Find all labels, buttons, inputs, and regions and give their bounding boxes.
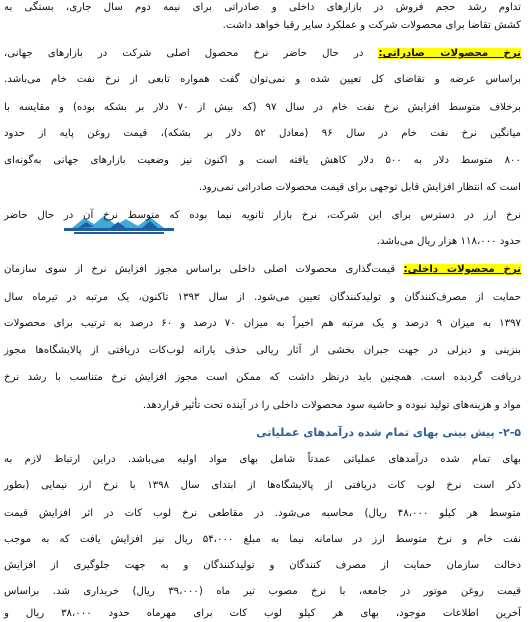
text-line: کشش تقاضا برای محصولات شرکت و عملکرد سایر رقبا خواهد داشت. bbox=[222, 20, 521, 31]
text-line: قیمت روغن موتور در جامعه، با نرخ مصوب تیر ماه (۳۹،۰۰۰ ریال) خریداری شد. براساس bbox=[4, 586, 521, 597]
text-line: ۸۰۰ متوسط دلار به ۵۰۰ دلار کاهش یافته است و اکنون نیز وضعیت بازارهای جهانی به‌گونه‌ای bbox=[4, 155, 521, 166]
text-run: قیمت‌گذاری محصولات اصلی داخلی براساس مجوز افزایش نرخ از سوی سازمان bbox=[4, 264, 396, 275]
text-line: مواد و هزینه‌های تولید نبوده و حاشیه سود محصولات داخلی را در آینده تحت تأثیر قراردهد. bbox=[142, 400, 521, 411]
text-line: حمایت از مصرف‌کنندگان و تولیدکنندگان تعیین می‌شود. از سال ۱۳۹۳ تاکنون، یک مرتبه در تیرماه سال bbox=[4, 292, 521, 303]
text-line: ۱۳۹۷ به میزان ۹ درصد و یک مرتبه هم اخیراً به میزان ۷۰ درصد و ۶۰ درصد به ترتیب برای محصولات bbox=[4, 318, 522, 329]
text-line: برخلاف متوسط افزایش نرخ نفت خام در سال ۹۷ (که بیش از ۷۰ دلار بر بشکه بوده) و مقایسه با bbox=[4, 102, 521, 113]
export-price-heading: نرخ محصولات صادراتی: bbox=[378, 48, 521, 59]
text-line: است که انتظار افزایش قابل توجهی برای قیمت محصولات صادراتی نمی‌رود. bbox=[198, 182, 521, 193]
text-line bbox=[4, 46, 521, 62]
text-line: نرخ ارز در دسترس برای این شرکت، نرخ بازار ثانویه نیما بوده که متوسط نرخ آن در حال حاضر bbox=[4, 210, 521, 221]
text-line: بنزینی و دیزلی در جهت جبران بخشی از آثار ریالی حذف یارانه لوب‌کات دریافتی از پالایشگاه‌ها مجوز bbox=[4, 345, 521, 356]
domestic-price-heading: نرخ محصولات داخلی: bbox=[403, 264, 521, 275]
text-line: حدود ۱۱۸،۰۰۰ هزار ریال می‌باشد. bbox=[376, 236, 521, 247]
section-heading: ۲-۵- پیش بینی بهای تمام شده درآمدهای عملیاتی bbox=[256, 426, 521, 439]
text-line: آخرین اطلاعات موجود، بهای هر کیلو لوب کات برای مهرماه حدود ۳۸،۰۰۰ ریال و bbox=[4, 608, 521, 619]
text-line: تداوم رشد حجم فروش در بازارهای داخلی و صادراتی برای نیمه دوم سال جاری، بستگی به bbox=[4, 2, 521, 13]
text-run: در حال حاضر نرخ محصول اصلی شرکت در بازارهای جهانی، bbox=[4, 48, 364, 59]
text-line bbox=[4, 262, 521, 278]
text-line: دریافت گردیده است. همچنین باید درنظر داشت که ممکن است مجوز افزایش نرخ متناسب با رشد نرخ bbox=[4, 372, 521, 383]
text-line: میانگین نرخ نفت خام در سال ۹۶ (معادل ۵۲ دلار بر بشکه)، قیمت روغن پایه از حدود bbox=[4, 128, 521, 139]
text-line: دخالت سازمان حمایت از مصرف کنندگان و تولیدکنندگان و به جهت جلوگیری از افزایش bbox=[4, 560, 521, 571]
text-line: ذکر است نرخ لوب کات دریافتی از پالایشگاه‌ها از ابتدای سال ۱۳۹۸ با نرخ ارز نیمایی (بطور bbox=[4, 480, 521, 491]
text-line: نفت خام و نرخ متوسط ارز در سامانه نیما به مبلغ ۵۴،۰۰۰ ریال نیز افزایش یافت که به موجب bbox=[4, 534, 521, 545]
text-line: بهای تمام شده درآمدهای عملیاتی عمدتاً شامل بهای مواد اولیه می‌باشد. دراین ارتباط لازم به bbox=[4, 454, 521, 465]
text-line: براساس عرضه و تقاضای کل تعیین شده و نمی‌توان گفت همواره تابعی از نرخ نفت خام می‌باشد. bbox=[4, 74, 521, 85]
text-line: متوسط هر کیلو ۴۸،۰۰۰ ریال) محاسبه می‌شود. در مقاطعی نرخ لوب کات در اثر افزایش قیمت bbox=[4, 508, 521, 519]
